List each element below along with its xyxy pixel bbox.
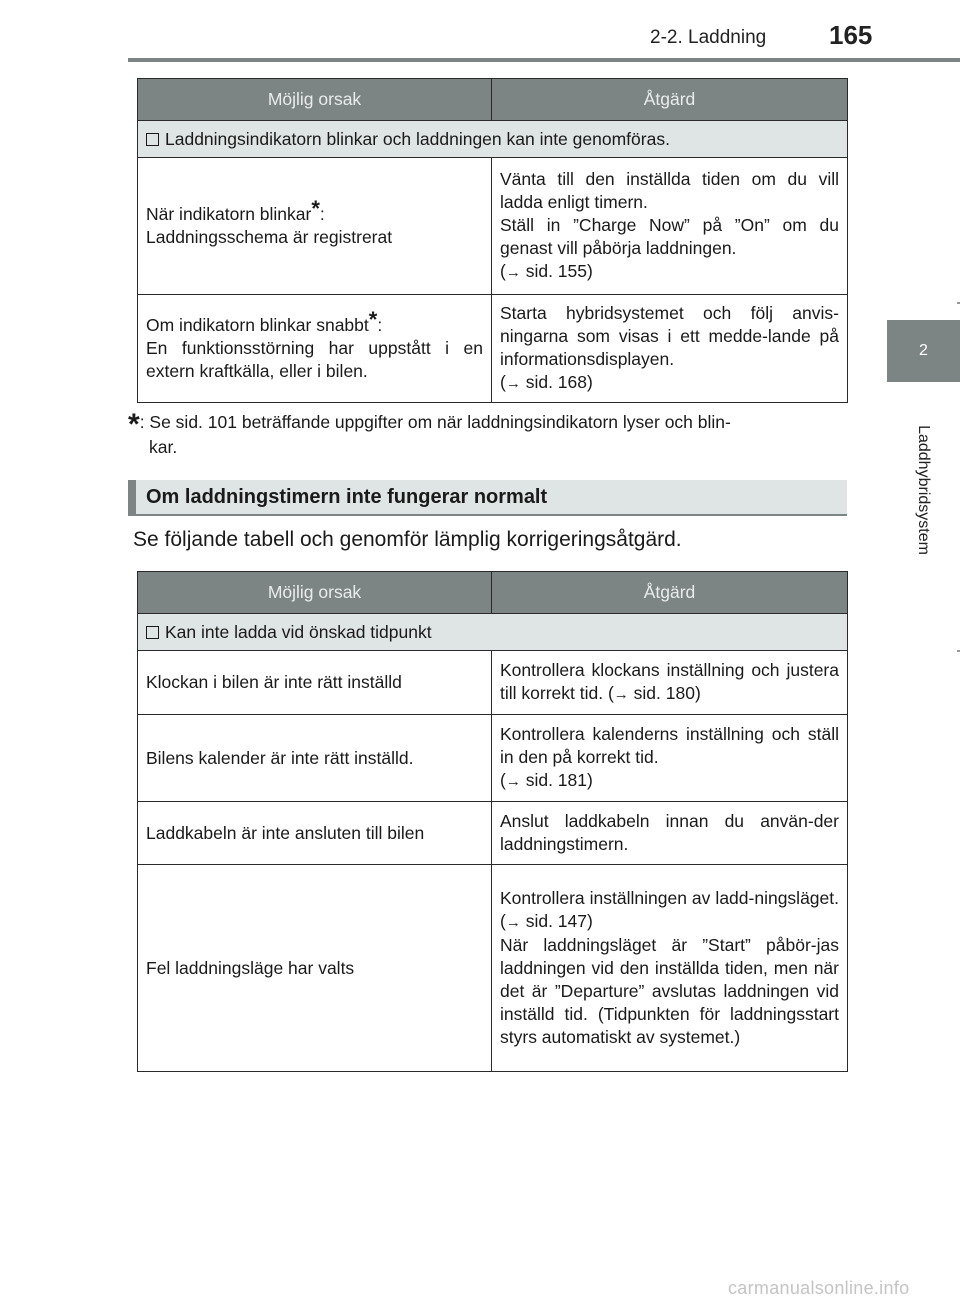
- cause-action-table-1: [137, 78, 848, 403]
- footnote-marker: *: [311, 196, 320, 221]
- right-arrow-icon: →: [613, 686, 629, 703]
- category-label: Laddningsindikatorn blinkar och laddningen kan inte genomföras.: [165, 128, 670, 149]
- cause-cell: Bilens kalender är inte rätt inställd.: [138, 715, 492, 802]
- right-arrow-icon: →: [505, 264, 521, 281]
- action-cell: Anslut laddkabeln innan du använ-der laddningstimern.: [492, 802, 848, 865]
- action-text: Starta hybridsystemet och följ anvis-ningarna som visas i ett medde-lande på informationsdisplayen.: [500, 303, 839, 369]
- footnote: [128, 410, 850, 460]
- cause-detail: En funktionsstörning har uppstått i en extern kraftkälla, eller i bilen.: [146, 338, 483, 381]
- cause-cell: [138, 158, 492, 295]
- page-number: 165: [829, 20, 873, 50]
- cause-action-table-2: [137, 571, 848, 1072]
- section-intro: Se följande tabell och genomför lämplig korrigeringsåtgärd.: [133, 528, 682, 551]
- cause-cell: Klockan i bilen är inte rätt inställd: [138, 651, 492, 715]
- right-arrow-icon: →: [505, 773, 521, 790]
- chapter-tab: [887, 320, 960, 382]
- section-heading-bar: [128, 480, 136, 514]
- section-heading: [128, 480, 847, 516]
- cause-text: Om indikatorn blinkar snabbt: [146, 315, 369, 335]
- section-title: Om laddningstimern inte fungerar normalt: [146, 486, 548, 508]
- table-row: [138, 158, 848, 295]
- action-text-2: När laddningsläget är ”Start” påbör-jas laddningen vid den inställda tiden, men när det är ”Departure” avslutas laddningen vid inställd tid. (Tidpunkten för laddningsstart styrs automatiskt av systemet.): [500, 935, 839, 1047]
- action-text-2: Ställ in ”Charge Now” på ”On” om du genast vill påbörja laddningen.: [500, 215, 839, 258]
- footnote-text: : Se sid. 101 beträffande uppgifter om när laddningsindikatorn lyser och blin-: [139, 412, 731, 432]
- action-text: Kontrollera inställningen av ladd-ningsläget. (: [500, 888, 839, 931]
- table-header-row: [138, 572, 848, 614]
- action-cell: [492, 651, 848, 715]
- cause-detail: Laddningsschema är registrerat: [146, 227, 393, 247]
- action-cell: Vänta till den inställda tiden om du vill ladda enligt timern. Ställ in ”Charge Now” på ”On” om du genast vill påbörja laddningen. (→ sid. 155): [492, 158, 848, 295]
- category-label: Kan inte ladda vid önskad tidpunkt: [165, 621, 432, 642]
- cause-colon: :: [319, 204, 325, 224]
- chapter-label: Laddhybridsystem: [915, 425, 932, 555]
- header-divider: [128, 58, 960, 62]
- cause-cell: Fel laddningsläge har valts: [138, 865, 492, 1072]
- category-cell: [138, 121, 848, 158]
- action-text: Kontrollera kalenderns inställning och ställ in den på korrekt tid.: [500, 724, 839, 767]
- checkbox-icon: [146, 626, 159, 639]
- action-cell: Starta hybridsystemet och följ anvis-ningarna som visas i ett medde-lande på informationsdisplayen. (→ sid. 168): [492, 295, 848, 403]
- footnote-text-continued: kar.: [149, 437, 178, 457]
- table-header-row: [138, 79, 848, 121]
- page-reference: sid. 168): [525, 372, 593, 392]
- cause-text: När indikatorn blinkar: [146, 204, 312, 224]
- footnote-marker: *: [128, 408, 140, 441]
- table-row: [138, 651, 848, 715]
- page-reference: sid. 181): [525, 770, 593, 790]
- page-reference: sid. 155): [525, 261, 593, 281]
- checkbox-icon: [146, 133, 159, 146]
- right-arrow-icon: →: [505, 375, 521, 392]
- category-cell: [138, 614, 848, 651]
- column-header-action: Åtgärd: [492, 572, 848, 614]
- cause-cell: [138, 295, 492, 403]
- watermark: carmanualsonline.info: [728, 1278, 910, 1298]
- right-arrow-icon: →: [505, 914, 521, 931]
- table-row: [138, 715, 848, 802]
- chapter-number: 2: [919, 342, 928, 359]
- page-reference: sid. 147): [525, 911, 593, 931]
- column-header-action: Åtgärd: [492, 79, 848, 121]
- category-row: [138, 121, 848, 158]
- cause-colon: :: [377, 315, 383, 335]
- column-header-cause: Möjlig orsak: [138, 79, 492, 121]
- cause-cell: Laddkabeln är inte ansluten till bilen: [138, 802, 492, 865]
- table-row: [138, 802, 848, 865]
- action-cell: Kontrollera kalenderns inställning och ställ in den på korrekt tid. (→ sid. 181): [492, 715, 848, 802]
- header-section-title: 2-2. Laddning: [650, 27, 767, 48]
- footnote-marker: *: [368, 307, 378, 332]
- table-row: [138, 865, 848, 1072]
- table-row: [138, 295, 848, 403]
- action-cell: [492, 865, 848, 1072]
- category-row: [138, 614, 848, 651]
- action-text: Vänta till den inställda tiden om du vill ladda enligt timern.: [500, 169, 839, 212]
- page-reference: sid. 180): [633, 683, 701, 703]
- action-text: Kontrollera klockans inställning och justera till korrekt tid. (: [500, 660, 839, 703]
- column-header-cause: Möjlig orsak: [138, 572, 492, 614]
